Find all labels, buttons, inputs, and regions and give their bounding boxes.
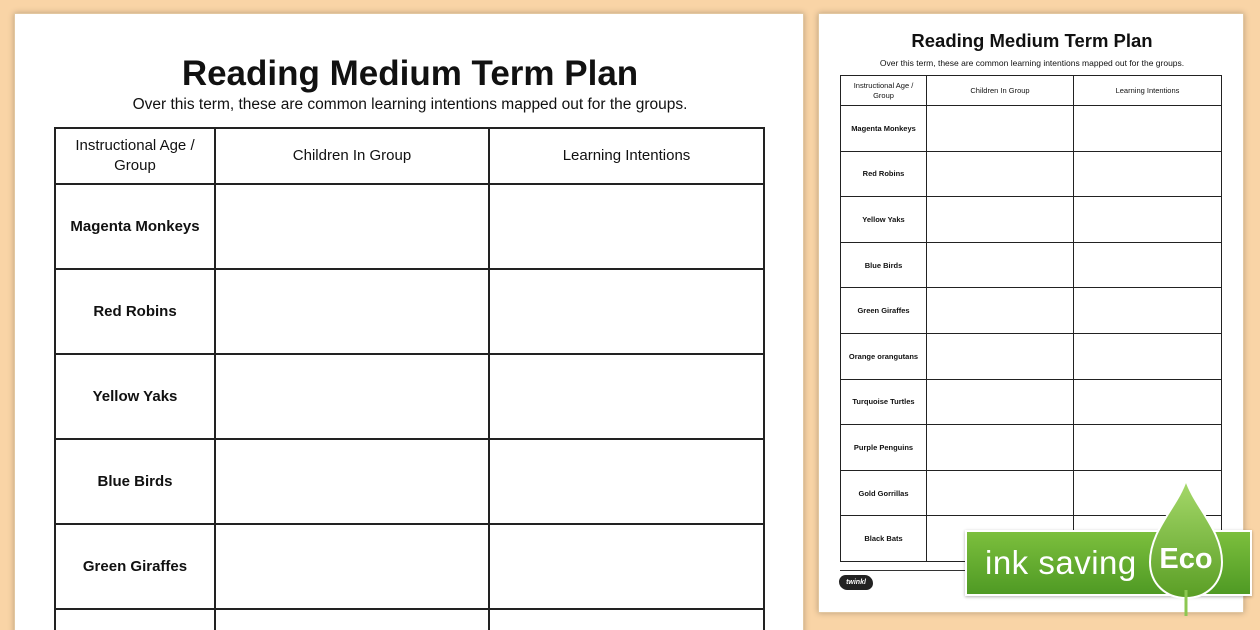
- plan-table: [54, 127, 765, 630]
- children-cell[interactable]: [215, 184, 489, 269]
- eco-label: Eco: [1159, 543, 1213, 575]
- preview-cell: [927, 425, 1074, 471]
- preview-cell: [1074, 197, 1222, 243]
- group-name: Blue Birds: [55, 439, 215, 524]
- header-children: Children In Group: [215, 128, 489, 184]
- preview-row: [841, 106, 1222, 152]
- preview-header-intentions: Learning Intentions: [1074, 76, 1222, 106]
- eco-drop-badge: [1146, 478, 1226, 618]
- group-name: Red Robins: [55, 269, 215, 354]
- preview-cell: [1074, 106, 1222, 152]
- preview-row: [841, 197, 1222, 243]
- main-worksheet: [14, 13, 804, 630]
- children-cell[interactable]: [215, 354, 489, 439]
- group-name: Yellow Yaks: [55, 354, 215, 439]
- preview-cell: [927, 242, 1074, 288]
- twinkl-logo: twinkl: [839, 575, 873, 590]
- preview-cell: [927, 106, 1074, 152]
- preview-cell: [1074, 151, 1222, 197]
- preview-cell: [1074, 425, 1222, 471]
- children-cell[interactable]: [215, 609, 489, 630]
- preview-cell: [1074, 242, 1222, 288]
- intentions-cell[interactable]: [489, 269, 764, 354]
- ink-saving-label: ink saving: [985, 544, 1137, 581]
- preview-row: [841, 151, 1222, 197]
- group-name: [55, 609, 215, 630]
- intentions-cell[interactable]: [489, 184, 764, 269]
- preview-cell: [1074, 379, 1222, 425]
- header-group: Instructional Age / Group: [55, 128, 215, 184]
- children-cell[interactable]: [215, 269, 489, 354]
- children-cell[interactable]: [215, 524, 489, 609]
- table-row: [55, 184, 764, 269]
- preview-row: [841, 425, 1222, 471]
- preview-title: Reading Medium Term Plan: [911, 30, 1153, 51]
- table-row: [55, 439, 764, 524]
- preview-cell: [927, 379, 1074, 425]
- preview-group-name: Red Robins: [841, 151, 927, 197]
- preview-header-group: Instructional Age / Group: [841, 76, 927, 106]
- preview-cell: [927, 470, 1074, 516]
- preview-cell: [927, 288, 1074, 334]
- page-subtitle: Over this term, these are common learning intentions mapped out for the groups.: [132, 96, 688, 113]
- preview-group-name: Black Bats: [841, 516, 927, 562]
- group-name: Magenta Monkeys: [55, 184, 215, 269]
- preview-cell: [1074, 288, 1222, 334]
- preview-group-name: Orange orangutans: [841, 333, 927, 379]
- table-row: [55, 269, 764, 354]
- preview-group-name: Gold Gorrillas: [841, 470, 927, 516]
- preview-group-name: Blue Birds: [841, 242, 927, 288]
- intentions-cell[interactable]: [489, 609, 764, 630]
- preview-cell: [927, 333, 1074, 379]
- preview-group-name: Yellow Yaks: [841, 197, 927, 243]
- preview-row: [841, 242, 1222, 288]
- preview-row: [841, 333, 1222, 379]
- intentions-cell[interactable]: [489, 439, 764, 524]
- preview-row: [841, 288, 1222, 334]
- preview-subtitle: Over this term, these are common learning intentions mapped out for the groups.: [879, 58, 1185, 68]
- preview-cell: [927, 197, 1074, 243]
- preview-cell: [927, 151, 1074, 197]
- intentions-cell[interactable]: [489, 354, 764, 439]
- table-row: [55, 609, 764, 630]
- table-header-row: [55, 128, 764, 184]
- table-row: [55, 524, 764, 609]
- preview-group-name: Green Giraffes: [841, 288, 927, 334]
- preview-group-name: Magenta Monkeys: [841, 106, 927, 152]
- header-intentions: Learning Intentions: [489, 128, 764, 184]
- preview-cell: [1074, 333, 1222, 379]
- preview-header-children: Children In Group: [927, 76, 1074, 106]
- preview-row: [841, 379, 1222, 425]
- page-title: Reading Medium Term Plan: [181, 54, 639, 93]
- preview-group-name: Turquoise Turtles: [841, 379, 927, 425]
- preview-header-row: [841, 76, 1222, 106]
- group-name: Green Giraffes: [55, 524, 215, 609]
- children-cell[interactable]: [215, 439, 489, 524]
- intentions-cell[interactable]: [489, 524, 764, 609]
- table-row: [55, 354, 764, 439]
- preview-group-name: Purple Penguins: [841, 425, 927, 471]
